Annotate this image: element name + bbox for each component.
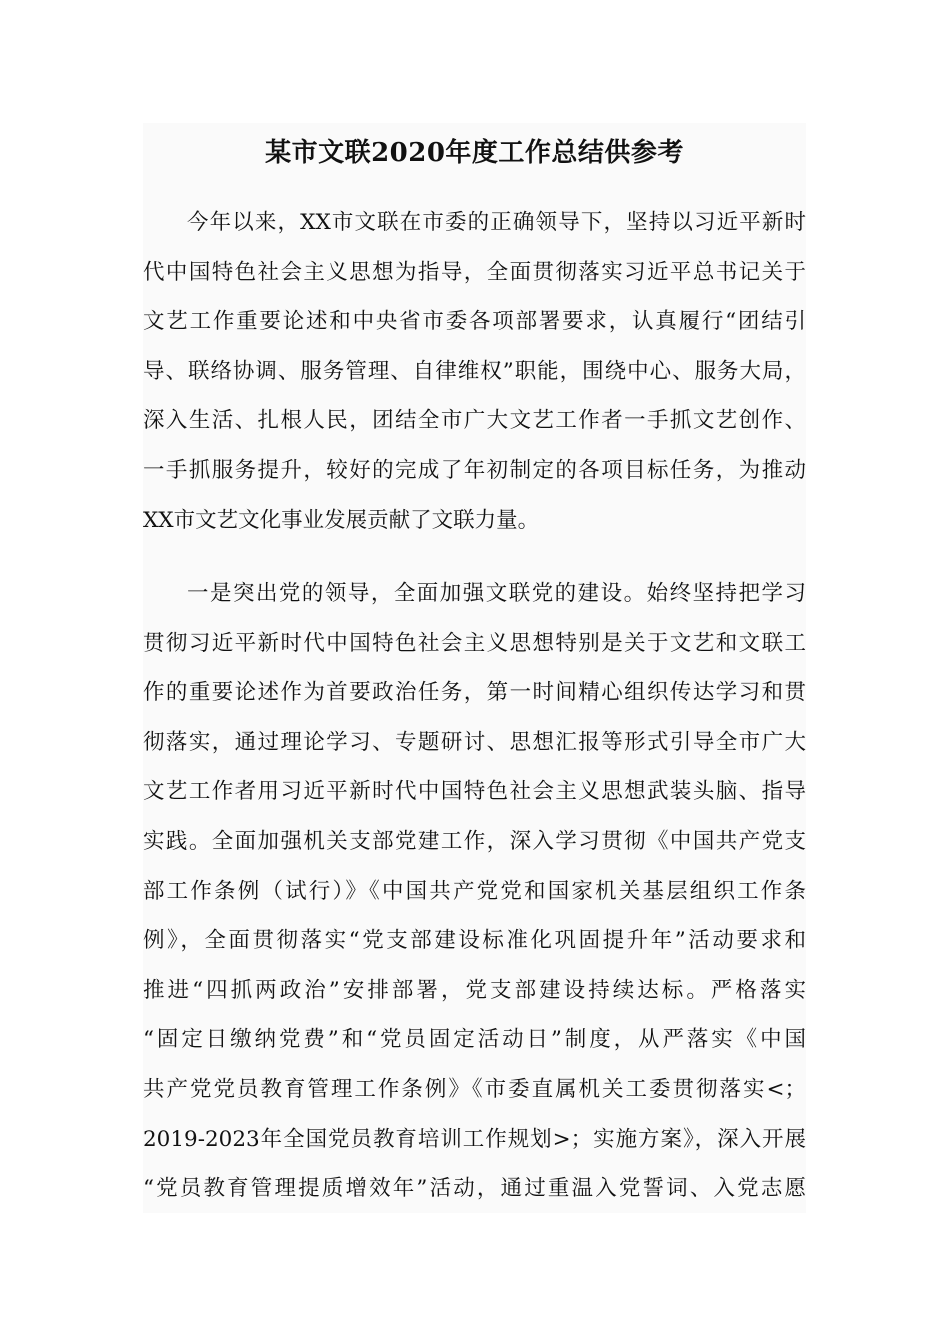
paragraph-line: 作的重要论述作为首要政治任务，第一时间精心组织传达学习和贯: [143, 680, 806, 706]
paragraph-line: 2019-2023年全国党员教育培训工作规划>；实施方案》，深入开展: [143, 1126, 806, 1152]
paragraph-line: 共产党党员教育管理工作条例》《市委直属机关工委贯彻落实<；: [143, 1076, 806, 1102]
paragraph-line: 代中国特色社会主义思想为指导，全面贯彻落实习近平总书记关于: [143, 259, 806, 285]
paragraph-2: [143, 569, 806, 1213]
paragraph-line: 导、联络协调、服务管理、自律维权”职能，围绕中心、服务大局，: [143, 358, 806, 384]
paragraph-line: 推进“四抓两政治”安排部署，党支部建设持续达标。严格落实: [143, 977, 806, 1003]
paragraph-line: XX市文艺文化事业发展贡献了文联力量。: [143, 507, 540, 533]
document-title: 某市文联2020年度工作总结供参考: [265, 138, 684, 168]
paragraph-line: 彻落实，通过理论学习、专题研讨、思想汇报等形式引导全市广大: [143, 729, 806, 755]
paragraph-line: 例》，全面贯彻落实“党支部建设标准化巩固提升年”活动要求和: [143, 928, 806, 954]
paragraph-line: 文艺工作重要论述和中央省市委各项部署要求，认真履行“团结引: [143, 309, 806, 335]
paragraph-line: 部工作条例（试行）》《中国共产党党和国家机关基层组织工作条: [143, 878, 806, 904]
paragraph-line: 实践。全面加强机关支部党建工作，深入学习贯彻《中国共产党支: [143, 828, 806, 854]
paragraph-line: 今年以来，XX市文联在市委的正确领导下，坚持以习近平新时: [187, 210, 806, 235]
paragraph-line: 一是突出党的领导，全面加强文联党的建设。始终坚持把学习: [187, 581, 806, 606]
paragraph-1: [143, 198, 806, 545]
paragraph-line: 深入生活、扎根人民，团结全市广大文艺工作者一手抓文艺创作、: [143, 408, 806, 434]
document-page: [143, 123, 806, 1213]
paragraph-line: 贯彻习近平新时代中国特色社会主义思想特别是关于文艺和文联工: [143, 630, 806, 656]
paragraph-line: “固定日缴纳党费”和“党员固定活动日”制度，从严落实《中国: [143, 1027, 806, 1053]
paragraph-line: “党员教育管理提质增效年”活动，通过重温入党誓词、入党志愿: [143, 1176, 806, 1202]
paragraph-line: 一手抓服务提升，较好的完成了年初制定的各项目标任务，为推动: [143, 457, 806, 483]
paragraph-line: 文艺工作者用习近平新时代中国特色社会主义思想武装头脑、指导: [143, 779, 806, 805]
